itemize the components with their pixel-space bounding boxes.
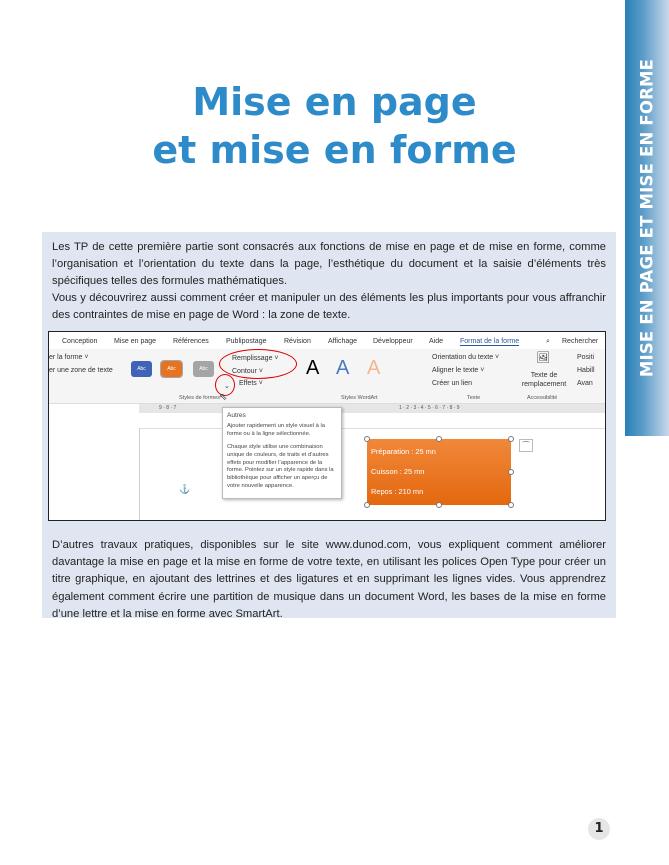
alt-text-icon: 🖼 (536, 352, 550, 364)
word-screenshot (48, 331, 606, 521)
wordart-orange[interactable]: A (367, 357, 381, 379)
tab-developpeur[interactable]: Développeur (373, 338, 413, 345)
chapter-side-tab-label: MISE EN PAGE ET MISE EN FORME (637, 58, 657, 378)
more-styles-icon[interactable]: ⌄ (224, 383, 230, 390)
highlight-circle-fill (219, 349, 297, 379)
anchor-icon: ⚓ (179, 484, 191, 494)
shape-style-gray[interactable]: Abc (193, 361, 214, 377)
alt-text-button[interactable]: Texte de remplacement (521, 372, 567, 388)
tab-publipostage[interactable]: Publipostage (226, 338, 267, 345)
resize-handle[interactable] (508, 436, 514, 442)
orange-text-shape[interactable] (367, 439, 511, 505)
wordart-black[interactable]: A (306, 357, 320, 379)
fill-button[interactable]: Remplissage ˅ (232, 355, 279, 362)
group-label-accessibility: Accessibilité (527, 395, 558, 401)
search-icon[interactable]: ⌕ (546, 338, 550, 345)
intro-paragraph-2: Vous y découvrirez aussi comment créer et manipuler un des éléments les plus importants pour vous affranchir des contraintes de mise en page de Word : la zone de texte. (52, 292, 606, 322)
text-orientation-button[interactable]: Orientation du texte ˅ (432, 354, 500, 361)
tab-mise-en-page[interactable]: Mise en page (114, 338, 157, 345)
outline-button[interactable]: Contour ˅ (232, 368, 263, 375)
wordart-blue[interactable]: A (336, 357, 350, 379)
group-label-wordart: Styles WordArt (341, 395, 378, 401)
shape-line-3: Repos : 210 mn (371, 487, 424, 496)
resize-handle[interactable] (364, 436, 370, 442)
tooltip-text-1: Ajouter rapidement un style visuel à la forme ou à la ligne sélectionnée. (227, 422, 325, 437)
tooltip-title: Autres (227, 412, 246, 419)
create-link-button[interactable]: Créer un lien (432, 380, 473, 387)
resize-handle[interactable] (508, 469, 514, 475)
group-label-styles: Styles de formes (179, 395, 220, 401)
ruler-left-ticks: 9 · 8 · 7 (159, 405, 177, 411)
title-line-2: et mise en forme (152, 128, 517, 172)
align-text-button[interactable]: Aligner le texte ˅ (432, 367, 485, 374)
tooltip (222, 407, 342, 499)
shape-line-2: Cuisson : 25 mn (371, 467, 425, 476)
effects-button[interactable]: Effets ˅ (239, 380, 263, 387)
text-box-button[interactable]: er une zone de texte (49, 367, 113, 374)
tab-references[interactable]: Références (173, 338, 209, 345)
page-title (0, 78, 669, 174)
tab-affichage[interactable]: Affichage (328, 338, 358, 345)
edit-shape-button[interactable]: er la forme ˅ (49, 354, 89, 361)
tab-conception[interactable]: Conception (62, 338, 98, 345)
resize-handle[interactable] (364, 502, 370, 508)
shape-style-orange[interactable]: Abc (161, 361, 182, 377)
search-label[interactable]: Rechercher (562, 338, 599, 345)
ribbon (49, 349, 605, 404)
tab-revision[interactable]: Révision (284, 338, 311, 345)
wrap-text-button[interactable]: Habill (577, 367, 595, 374)
group-label-text: Texte (467, 395, 481, 401)
chapter-side-tab (625, 0, 669, 436)
page-number: 1 (588, 818, 610, 840)
bring-forward-button[interactable]: Avan (577, 380, 593, 387)
ruler-right-ticks: 1 · 2 · 3 · 4 · 5 · 6 · 7 · 8 · 9 (399, 405, 460, 411)
tab-format-de-la-forme[interactable]: Format de la forme (460, 338, 520, 345)
shape-line-1: Préparation : 25 mn (371, 447, 436, 456)
shape-style-blue[interactable]: Abc (131, 361, 152, 377)
layout-options-icon[interactable]: ⌒ (519, 439, 533, 452)
resize-handle[interactable] (436, 502, 442, 508)
resize-handle[interactable] (508, 502, 514, 508)
mouse-cursor-icon: ⇖ (219, 392, 228, 403)
title-line-1: Mise en page (192, 80, 477, 124)
position-button[interactable]: Positi (577, 354, 595, 361)
ruler (139, 404, 606, 413)
outro-paragraph: D’autres travaux pratiques, disponibles sur le site www.dunod.com, vous expliquent comment améliorer davantage la mise en page et la mise en forme de votre texte, en utilisant les polices Open Type pour créer un titre graphique, en ajoutant des lettrines et des ligatures et en supprimant les lignes vides. Vous apprendrez également comment écrire une partition de musique dans un document Word, les bases de la mise en forme d’une lettre et la mise en forme avec SmartArt. (52, 539, 606, 620)
resize-handle[interactable] (436, 436, 442, 442)
tab-aide[interactable]: Aide (429, 338, 444, 345)
intro-paragraph-1: Les TP de cette première partie sont consacrés aux fonctions de mise en page et de mise en forme, comme l’organisation et l’orientation du texte dans la page, l’esthétique du document et la saisie d’éléments très spécifiques telles des formules mathématiques. (52, 241, 606, 288)
tooltip-text-2: Chaque style utilise une combinaison unique de couleurs, de traits et d’autres effets pour modifier l’apparence de la forme. Pointez sur un style rapide dans la bibliothèque pour afficher un aperçu de votre nouvelle apparence. (227, 443, 334, 490)
